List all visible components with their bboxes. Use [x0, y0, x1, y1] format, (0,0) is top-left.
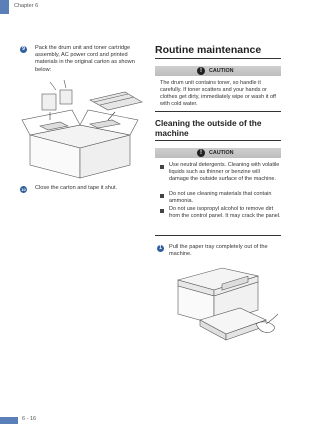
caution-text-1: The drum unit contains toner, so handle it carefully. If toner scatters and your hands or clothes get dirty, immediately wipe or wash it off with cold water. [160, 80, 276, 108]
printer-tray-illustration [170, 262, 280, 350]
caution-rule-1 [155, 111, 281, 112]
footer-bar [0, 417, 18, 424]
bullet-marker [160, 209, 164, 213]
caution-bullet-1: Use neutral detergents. Cleaning with volatile liquids such as thinner or benzine will damage the outside surface of the machine. [169, 162, 280, 183]
caution-bullet-3: Do not use isopropyl alcohol to remove dirt from the control panel. It may crack the panel. [169, 206, 281, 220]
step-9-text: Pack the drum unit and toner cartridge assembly, AC power cord and printed materials in the original carton as shown below: [35, 45, 135, 73]
step-10-text: Close the carton and tape it shut. [35, 185, 118, 191]
warning-icon: ! [197, 149, 205, 157]
caution-label-1: CAUTION [209, 68, 234, 74]
chapter-label: Chapter 6 [14, 3, 39, 9]
caution-bullet-2: Do not use cleaning materials that contain ammonia. [169, 191, 272, 205]
page-number: 6 - 16 [22, 416, 37, 422]
step-1-number: 1 [157, 245, 164, 252]
caution-rule-2 [155, 235, 281, 236]
packing-illustration [20, 80, 150, 180]
step-10-number: 10 [21, 187, 26, 192]
chapter-tab [0, 0, 9, 14]
caution-label-2: CAUTION [209, 150, 234, 156]
page-title: Routine maintenance [155, 44, 262, 56]
caution-bar-2 [155, 148, 281, 158]
title-rule [155, 58, 281, 59]
section-heading: Cleaning the outside of the machine [155, 118, 262, 138]
bullet-marker [160, 194, 164, 198]
step-9-number: 9 [20, 46, 27, 53]
bullet-marker [160, 165, 164, 169]
step-1-text: Pull the paper tray completely out of the machine. [169, 244, 268, 258]
warning-icon: ! [197, 67, 205, 75]
section-rule [155, 140, 281, 141]
caution-bar-1 [155, 66, 281, 76]
